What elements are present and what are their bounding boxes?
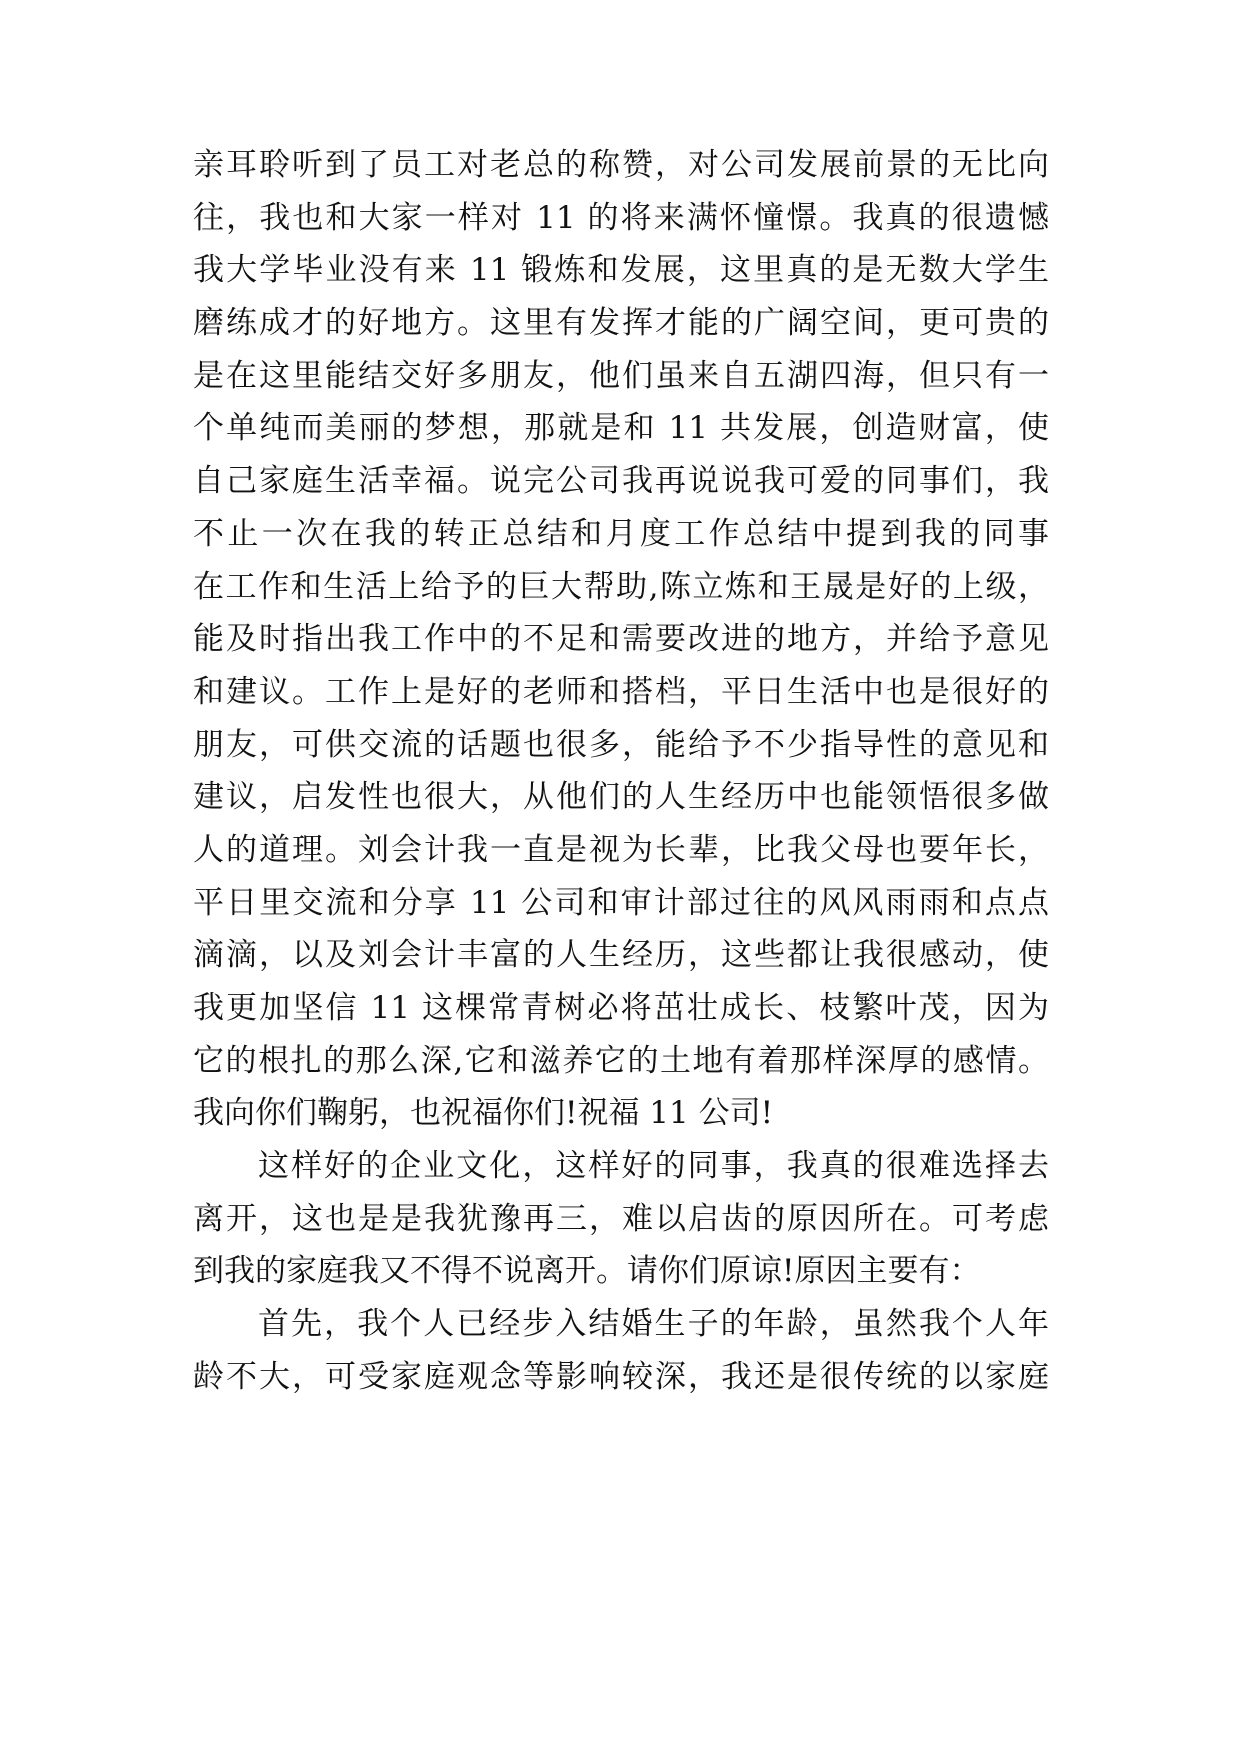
text-line: 到我的家庭我又不得不说离开。请你们原谅!原因主要有： <box>193 1253 981 1290</box>
text-line: 在工作和生活上给予的巨大帮助,陈立炼和王晟是好的上级， <box>193 568 1049 605</box>
text-line: 它的根扎的那么深,它和滋养它的土地有着那样深厚的感情。 <box>193 1042 1049 1079</box>
text-line: 自己家庭生活幸福。说完公司我再说说我可爱的同事们，我 <box>193 463 1049 500</box>
text-line: 往，我也和大家一样对 11 的将来满怀憧憬。我真的很遗憾 <box>193 199 1049 236</box>
text-line: 能及时指出我工作中的不足和需要改进的地方，并给予意见 <box>193 621 1049 658</box>
paragraph-3 <box>193 1298 1049 1403</box>
text-line: 亲耳聆听到了员工对老总的称赞，对公司发展前景的无比向 <box>193 147 1049 183</box>
paragraph-1 <box>193 139 1049 1140</box>
text-line: 建议，启发性也很大，从他们的人生经历中也能领悟很多做 <box>193 779 1049 816</box>
text-line: 人的道理。刘会计我一直是视为长辈，比我父母也要年长， <box>193 831 1049 868</box>
text-line: 个单纯而美丽的梦想，那就是和 11 共发展，创造财富，使 <box>193 410 1049 447</box>
text-line: 我更加坚信 11 这棵常青树必将茁壮成长、枝繁叶茂，因为 <box>193 990 1049 1026</box>
text-line: 首先，我个人已经步入结婚生子的年龄，虽然我个人年 <box>258 1306 1049 1343</box>
document-body <box>193 139 1049 1404</box>
paragraph-2 <box>193 1140 1049 1298</box>
text-line: 朋友，可供交流的话题也很多，能给予不少指导性的意见和 <box>193 726 1049 763</box>
text-line: 我向你们鞠躬，也祝福你们!祝福 11 公司! <box>193 1095 774 1132</box>
text-line: 这样好的企业文化，这样好的同事，我真的很难选择去 <box>258 1148 1049 1185</box>
text-line: 不止一次在我的转正总结和月度工作总结中提到我的同事 <box>193 515 1049 552</box>
text-line: 平日里交流和分享 11 公司和审计部过往的风风雨雨和点点 <box>193 884 1049 921</box>
text-line: 我大学毕业没有来 11 锻炼和发展，这里真的是无数大学生 <box>193 252 1049 289</box>
text-line: 离开，这也是是我犹豫再三，难以启齿的原因所在。可考虑 <box>193 1200 1049 1237</box>
text-line: 和建议。工作上是好的老师和搭档，平日生活中也是很好的 <box>193 673 1049 710</box>
text-line: 滴滴，以及刘会计丰富的人生经历，这些都让我很感动，使 <box>193 937 1049 974</box>
text-line: 是在这里能结交好多朋友，他们虽来自五湖四海，但只有一 <box>193 357 1049 394</box>
text-line: 磨练成才的好地方。这里有发挥才能的广阔空间，更可贵的 <box>193 305 1049 342</box>
text-line: 龄不大，可受家庭观念等影响较深，我还是很传统的以家庭 <box>193 1358 1049 1395</box>
